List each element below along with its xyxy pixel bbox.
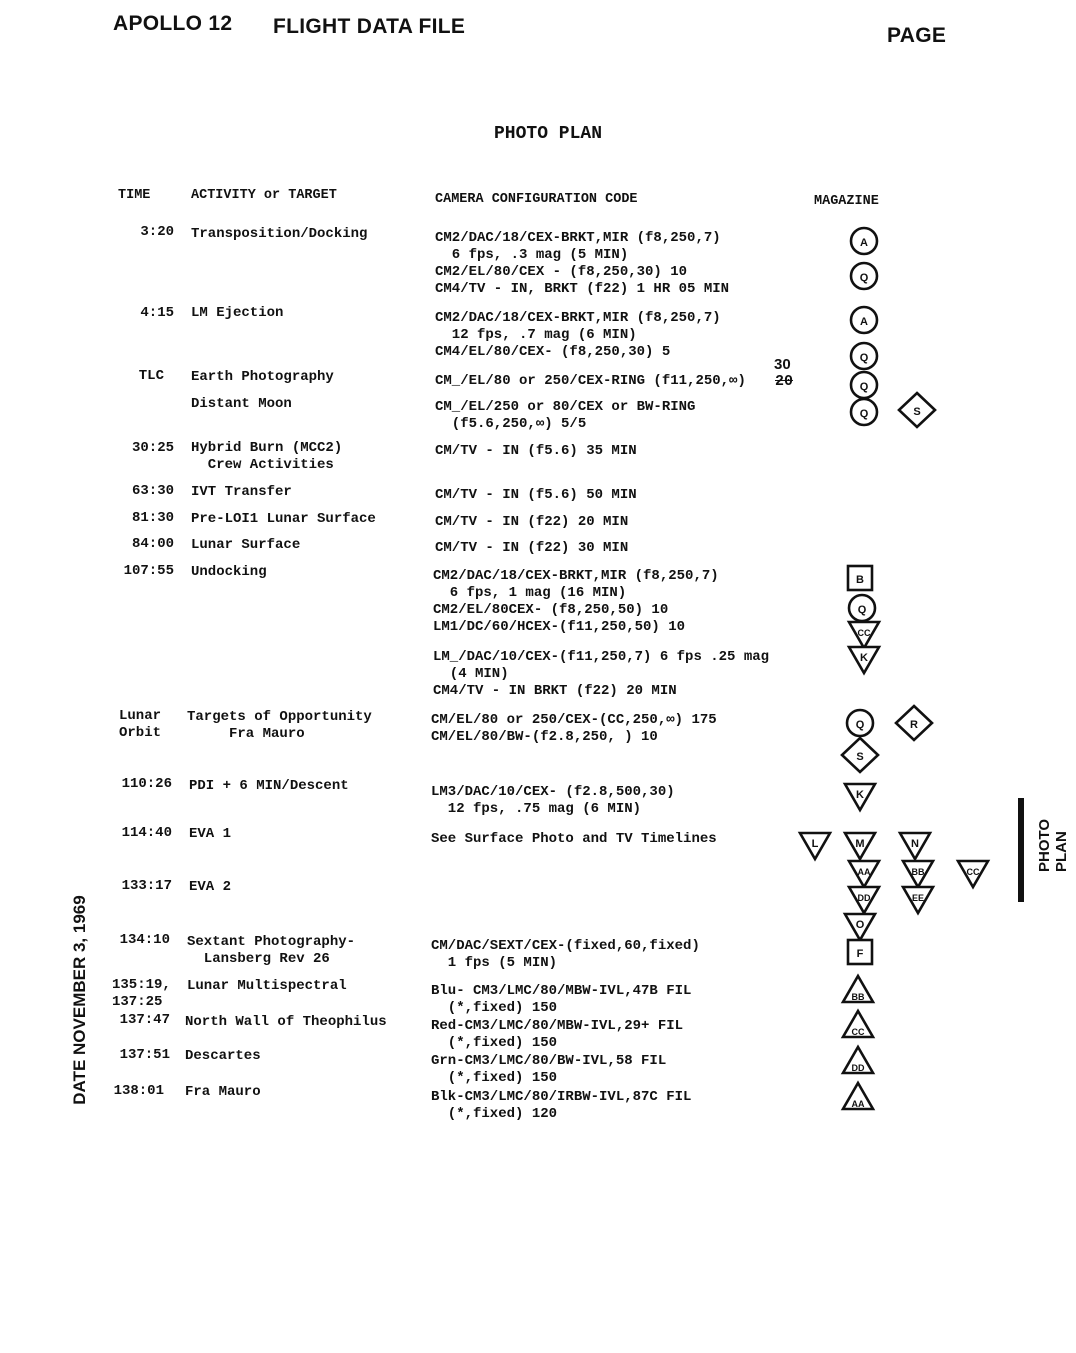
- row-time: 4:15: [140, 305, 174, 321]
- magazine-label: S: [856, 751, 864, 763]
- magazine-square-symbol: [848, 566, 872, 590]
- row-time: 63:30: [131, 483, 174, 499]
- row-config: CM/TV - IN (f22) 30 MIN: [435, 540, 629, 556]
- row-time: 3:20: [140, 224, 174, 240]
- row-time: 133:17: [121, 878, 172, 894]
- magazine-layer: [800, 228, 988, 1109]
- row-activity: Transposition/Docking: [191, 226, 368, 242]
- row-time: 107:55: [123, 563, 174, 579]
- magazine-label: K: [860, 652, 868, 664]
- column-header-config: CAMERA CONFIGURATION CODE: [435, 192, 638, 207]
- row-time: 138:01: [113, 1083, 164, 1099]
- page-label: PAGE: [887, 24, 947, 47]
- magazine-label: A: [860, 316, 868, 328]
- row-config: Blu- CM3/LMC/80/MBW-IVL,47B FIL (*,fixed) 150: [431, 983, 692, 1016]
- magazine-label: BB: [851, 992, 865, 1002]
- tab-label-line1: PHOTO: [1036, 818, 1053, 872]
- row-config: Grn-CM3/LMC/80/BW-IVL,58 FIL (*,fixed) 150: [431, 1053, 667, 1086]
- row-activity: Lunar Surface: [191, 537, 301, 553]
- row-activity: Earth Photography: [191, 369, 334, 385]
- magazine-tri-symbol: [849, 887, 879, 913]
- magazine-circle-symbol: [851, 263, 877, 289]
- row-activity: Undocking: [191, 564, 267, 580]
- magazine-label: CC: [857, 628, 871, 638]
- row-config: CM2/DAC/18/CEX-BRKT,MIR (f8,250,7) 6 fps, .3 mag (5 MIN) CM2/EL/80/CEX - (f8,250,30) 10 CM4/TV - IN, BRKT (f22) 1 HR 05 MIN: [435, 230, 730, 297]
- magazine-label: BB: [911, 867, 925, 877]
- row-activity: Lunar Multispectral: [187, 978, 347, 994]
- row-config: LM_/DAC/10/CEX-(f11,250,7) 6 fps .25 mag (4 MIN) CM4/TV - IN BRKT (f22) 20 MIN: [433, 649, 770, 699]
- row-time: 134:10: [119, 932, 170, 948]
- row-config: CM_/EL/250 or 80/CEX or BW-RING (f5.6,250,∞) 5/5: [435, 399, 696, 432]
- row-time: TLC: [138, 368, 164, 384]
- row-config: CM/DAC/SEXT/CEX-(fixed,60,fixed) 1 fps (5 MIN): [431, 938, 700, 971]
- magazine-diamond-symbol: [896, 706, 932, 740]
- row-activity: Pre-LOI1 Lunar Surface: [191, 511, 376, 527]
- row-config: CM/TV - IN (f5.6) 35 MIN: [435, 443, 637, 459]
- magazine-tri-symbol: [800, 833, 830, 859]
- magazine-label: Q: [859, 272, 869, 284]
- magazine-circle-symbol: [851, 343, 877, 369]
- magazine-tri-symbol: [845, 833, 875, 859]
- row-activity: Targets of Opportunity Fra Mauro: [187, 709, 372, 742]
- row-config: CM/TV - IN (f5.6) 50 MIN: [435, 487, 637, 503]
- row-activity: EVA 2: [189, 879, 232, 895]
- magazine-up-symbol: [843, 976, 873, 1002]
- row-time: Lunar Orbit: [118, 708, 161, 741]
- magazine-label: L: [811, 838, 819, 850]
- row-activity: Fra Mauro: [185, 1084, 261, 1100]
- magazine-label: Q: [855, 719, 865, 731]
- magazine-diamond-symbol: [842, 738, 878, 772]
- magazine-tri-symbol: [849, 861, 879, 887]
- document-date: DATE NOVEMBER 3, 1969: [70, 895, 89, 1105]
- row-config: CM2/DAC/18/CEX-BRKT,MIR (f8,250,7) 12 fps, .7 mag (6 MIN) CM4/EL/80/CEX- (f8,250,30) 5: [435, 310, 721, 360]
- magazine-label: Q: [859, 381, 869, 393]
- page-title: PHOTO PLAN: [493, 124, 603, 144]
- magazine-diamond-symbol: [899, 393, 935, 427]
- column-header-time: TIME: [118, 188, 151, 203]
- magazine-label: AA: [857, 867, 871, 877]
- row-time: 114:40: [121, 825, 172, 841]
- row-activity: Descartes: [185, 1048, 261, 1064]
- magazine-label: CC: [966, 867, 980, 877]
- section-tab: [1018, 818, 1074, 898]
- magazine-label: DD: [857, 893, 871, 903]
- magazine-tri-symbol: [958, 861, 988, 887]
- magazine-tri-symbol: [903, 861, 933, 887]
- magazine-label: K: [856, 789, 864, 801]
- magazine-label: O: [855, 919, 865, 931]
- row-time: 110:26: [121, 776, 172, 792]
- magazine-circle-symbol: [851, 307, 877, 333]
- row-activity: EVA 1: [189, 826, 232, 842]
- row-time: 137:47: [119, 1012, 170, 1028]
- magazine-label: Q: [859, 352, 869, 364]
- magazine-tri-symbol: [845, 784, 875, 810]
- magazine-up-symbol: [843, 1047, 873, 1073]
- magazine-tri-symbol: [849, 622, 879, 648]
- magazine-label: M: [855, 838, 865, 850]
- row-config: See Surface Photo and TV Timelines: [431, 831, 717, 847]
- row-time: 81:30: [131, 510, 174, 526]
- row-time: 137:51: [119, 1047, 170, 1063]
- tlc-new-value: 30: [774, 356, 791, 373]
- magazine-tri-symbol: [845, 914, 875, 940]
- magazine-label: Q: [859, 408, 869, 420]
- column-header-magazine: MAGAZINE: [814, 194, 879, 209]
- magazine-tri-symbol: [849, 647, 879, 673]
- row-config: Blk-CM3/LMC/80/IRBW-IVL,87C FIL (*,fixed) 120: [431, 1089, 692, 1122]
- magazine-label: DD: [851, 1063, 865, 1073]
- tab-label-line2: PLAN: [1053, 831, 1070, 872]
- row-config: CM_/EL/80 or 250/CEX-RING (f11,250,∞): [435, 373, 746, 389]
- magazine-up-symbol: [843, 1083, 873, 1109]
- row-config: CM/EL/80 or 250/CEX-(CC,250,∞) 175 CM/EL/80/BW-(f2.8,250, ) 10: [431, 712, 717, 745]
- magazine-tri-symbol: [903, 887, 933, 913]
- magazine-circle-symbol: [851, 372, 877, 398]
- magazine-square-symbol: [848, 940, 872, 964]
- magazine-circle-symbol: [847, 710, 873, 736]
- row-time: 30:25: [131, 440, 174, 456]
- row-config: LM3/DAC/10/CEX- (f2.8,500,30) 12 fps, .75 mag (6 MIN): [431, 784, 675, 817]
- tab-label: [1036, 792, 1070, 872]
- row-config: CM2/DAC/18/CEX-BRKT,MIR (f8,250,7) 6 fps, 1 mag (16 MIN) CM2/EL/80CEX- (f8,250,50) 10 LM1/DC/60/HCEX-(f11,250,50) 10: [433, 568, 719, 635]
- tab-bar: [1018, 798, 1024, 902]
- magazine-label: CC: [851, 1027, 865, 1037]
- row-time: 135:19, 137:25: [112, 977, 171, 1010]
- row-config: Red-CM3/LMC/80/MBW-IVL,29+ FIL (*,fixed) 150: [431, 1018, 684, 1051]
- file-name: FLIGHT DATA FILE: [273, 15, 466, 38]
- row-config: CM/TV - IN (f22) 20 MIN: [435, 514, 629, 530]
- magazine-label: B: [856, 574, 864, 586]
- magazine-label: S: [913, 406, 921, 418]
- row-activity: LM Ejection: [191, 305, 284, 321]
- row-activity: Sextant Photography- Lansberg Rev 26: [187, 934, 356, 967]
- magazine-tri-symbol: [900, 833, 930, 859]
- row-activity: IVT Transfer: [191, 484, 292, 500]
- magazine-label: N: [911, 838, 919, 850]
- magazine-label: EE: [911, 893, 925, 903]
- column-header-activity: ACTIVITY or TARGET: [191, 188, 337, 203]
- row-activity: Distant Moon: [191, 396, 292, 412]
- magazine-label: R: [910, 719, 918, 731]
- magazine-up-symbol: [843, 1011, 873, 1037]
- row-activity: PDI + 6 MIN/Descent: [189, 778, 349, 794]
- row-activity: Hybrid Burn (MCC2) Crew Activities: [191, 440, 343, 473]
- magazine-circle-symbol: [851, 399, 877, 425]
- row-time: 84:00: [131, 536, 174, 552]
- tlc-struck-value: 20: [775, 373, 794, 390]
- row-activity: North Wall of Theophilus: [185, 1014, 387, 1030]
- magazine-label: AA: [851, 1099, 865, 1109]
- magazine-label: A: [860, 237, 868, 249]
- magazine-label: Q: [857, 604, 867, 616]
- magazine-circle-symbol: [851, 228, 877, 254]
- magazine-circle-symbol: [849, 595, 875, 621]
- magazine-label: F: [856, 948, 864, 960]
- mission-name: APOLLO 12: [113, 12, 233, 35]
